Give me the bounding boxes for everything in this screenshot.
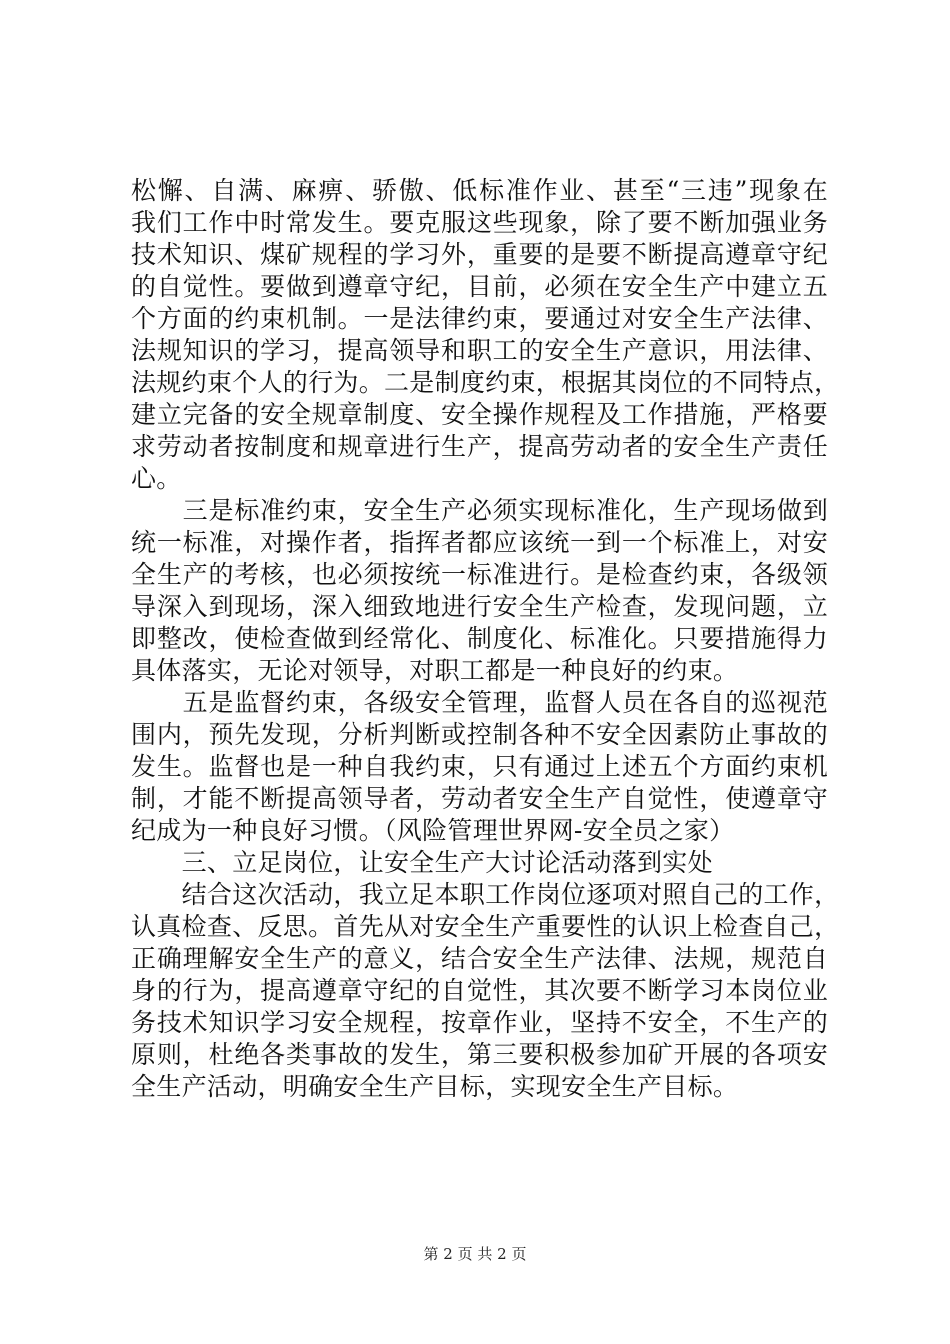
- text-line: 的自觉性。要做到遵章守纪，目前，必须在安全生产中建立五: [131, 272, 828, 301]
- text-line: 正确理解安全生产的意义，结合安全生产法律、法规，规范自: [131, 944, 828, 973]
- text-line: 求劳动者按制度和规章进行生产，提高劳动者的安全生产责任: [131, 432, 828, 461]
- text-line: 导深入到现场，深入细致地进行安全生产检查，发现问题，立: [131, 592, 828, 621]
- text-line: 结合这次活动，我立足本职工作岗位逐项对照自己的工作，: [131, 880, 840, 909]
- text-line: 原则，杜绝各类事故的发生，第三要积极参加矿开展的各项安: [131, 1040, 828, 1069]
- text-line: 纪成为一种良好习惯。（风险管理世界网-安全员之家）: [131, 816, 735, 845]
- document-body: [131, 175, 840, 1103]
- text-line: 三是标准约束，安全生产必须实现标准化，生产现场做到: [131, 496, 828, 525]
- text-line: 统一标准，对操作者，指挥者都应该统一到一个标准上，对安: [131, 528, 828, 557]
- text-line: 制，才能不断提高领导者，劳动者安全生产自觉性，使遵章守: [131, 784, 828, 813]
- text-line: 五是监督约束，各级安全管理，监督人员在各自的巡视范: [131, 688, 828, 717]
- text-line: 围内，预先发现，分析判断或控制各种不安全因素防止事故的: [131, 720, 828, 749]
- text-line: 建立完备的安全规章制度、安全操作规程及工作措施，严格要: [131, 400, 828, 429]
- text-line: 身的行为，提高遵章守纪的自觉性，其次要不断学习本岗位业: [131, 976, 828, 1005]
- page-number: 第 2 页 共 2 页: [423, 1245, 527, 1263]
- text-line: 我们工作中时常发生。要克服这些现象，除了要不断加强业务: [131, 208, 828, 237]
- text-line: 技术知识、煤矿规程的学习外，重要的是要不断提高遵章守纪: [131, 240, 828, 269]
- text-line: 个方面的约束机制。一是法律约束，要通过对安全生产法律、: [131, 304, 828, 333]
- text-line: 务技术知识学习安全规程，按章作业，坚持不安全，不生产的: [131, 1008, 828, 1037]
- text-line: 全生产的考核，也必须按统一标准进行。是检查约束，各级领: [131, 560, 828, 589]
- text-line: 发生。监督也是一种自我约束，只有通过上述五个方面约束机: [131, 752, 828, 781]
- text-line: 法规约束个人的行为。二是制度约束，根据其岗位的不同特点，: [131, 368, 840, 397]
- text-line: 即整改，使检查做到经常化、制度化、标准化。只要措施得力: [131, 624, 828, 653]
- text-line: 法规知识的学习，提高领导和职工的安全生产意识，用法律、: [131, 336, 828, 365]
- text-line: 全生产活动，明确安全生产目标，实现安全生产目标。: [131, 1072, 739, 1101]
- section-heading: 三、立足岗位，让安全生产大讨论活动落到实处: [131, 848, 713, 877]
- text-line: 心。: [131, 464, 182, 493]
- text-line: 松懈、自满、麻痹、骄傲、低标准作业、甚至“三违”现象在: [131, 176, 828, 205]
- text-line: 具体落实，无论对领导，对职工都是一种良好的约束。: [131, 656, 739, 685]
- text-line: 认真检查、反思。首先从对安全生产重要性的认识上检查自己，: [131, 912, 840, 941]
